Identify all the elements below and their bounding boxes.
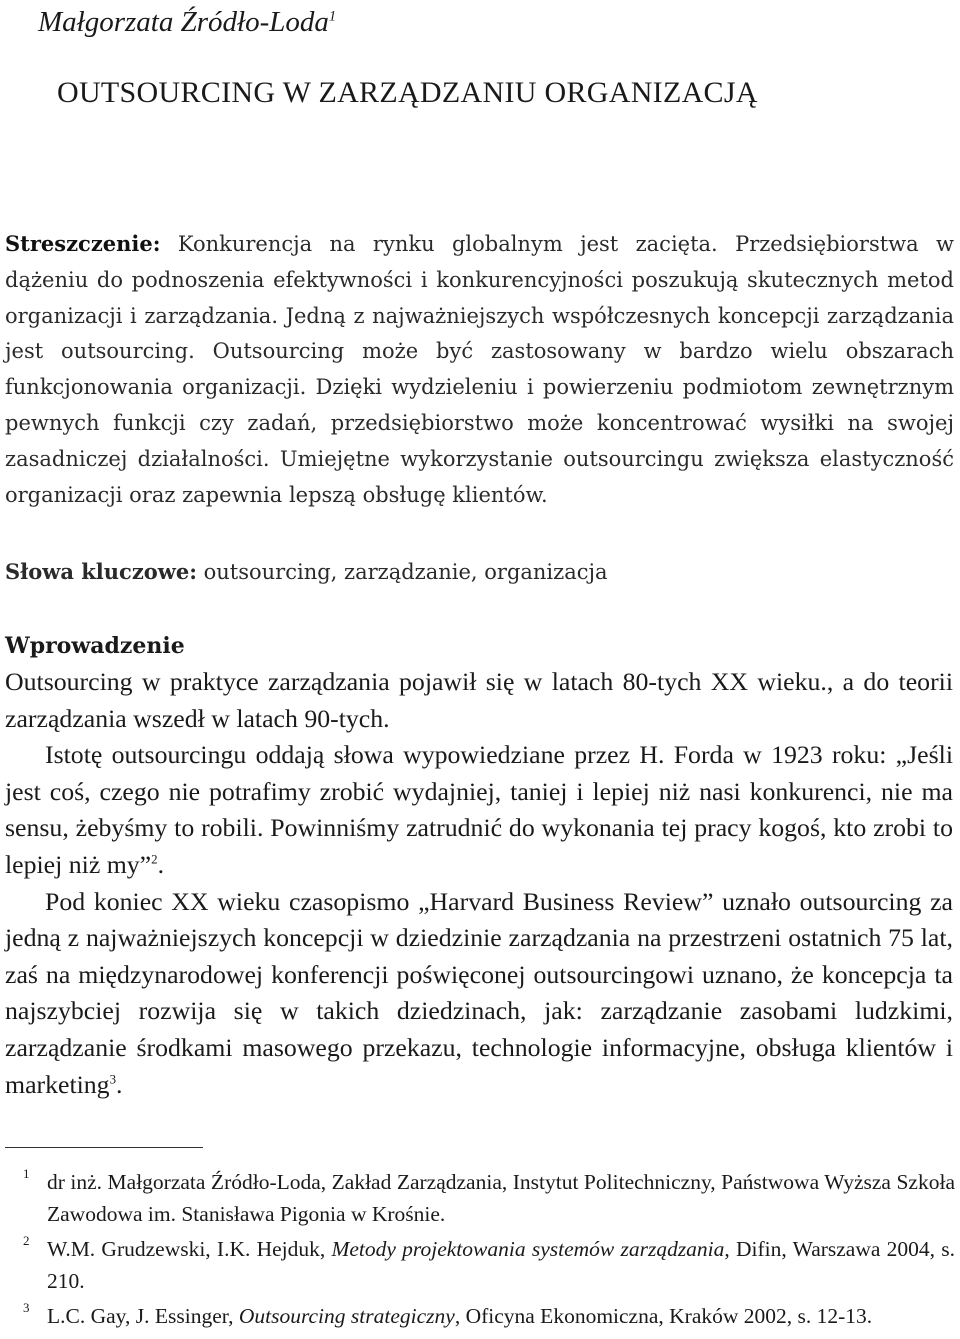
footnote-separator: [5, 1147, 203, 1148]
footnote-number: 3: [23, 1300, 30, 1315]
keywords: [5, 554, 954, 590]
abstract-label: Streszczenie:: [5, 231, 161, 256]
footnote-number: 1: [23, 1166, 30, 1181]
footnote-3: 3 L.C. Gay, J. Essinger, Outsourcing strategiczny, Oficyna Ekonomiczna, Kraków 2002, s. 12-13.: [5, 1300, 955, 1332]
footnote-1: 1 dr inż. Małgorzata Źródło-Loda, Zakład Zarządzania, Instytut Politechniczny, Państwowa Wyższa Szkoła Zawodowa im. Stanisława Pigonia w Krośnie.: [5, 1166, 955, 1230]
paragraph-3: Pod koniec XX wieku czasopismo „Harvard Business Review” uznało outsourcing za jedną z najważniejszych koncepcji w dziedzinie zarządzania na przestrzeni ostatnich 75 lat, zaś na międzynarodowej konferencji poświęconej outsourcingowi uznano, że koncepcja ta najszybciej rozwija się w takich dziedzinach, jak: zarządzanie zasobami ludzkimi, zarządzanie środkami masowego przekazu, technologie informacyjne, obsługa klientów i marketing$^3$.: [5, 886, 953, 1099]
body-text: [5, 664, 953, 1103]
keywords-text: outsourcing, zarządzanie, organizacja: [196, 560, 608, 584]
paragraph-2: Istotę outsourcingu oddają słowa wypowiedziane przez H. Forda w 1923 roku: „Jeśli jest coś, czego nie potrafimy zrobić wydajniej, taniej i lepiej niż nasi konkurenci, nie ma sensu, żebyśmy to robili. Powinniśmy zatrudnić do wykonania tej pracy kogoś, kto zrobi to lepiej niż my”$^2$.: [5, 740, 953, 879]
keywords-label: Słowa kluczowe:: [5, 559, 197, 584]
footnote-number: 2: [23, 1233, 30, 1248]
footnotes: [5, 1166, 955, 1335]
footnote-ref-2: 2: [151, 852, 158, 867]
section-heading: Wprowadzenie: [5, 633, 185, 659]
author-name: Małgorzata Źródło-Loda$^1$: [38, 6, 337, 38]
paragraph-1: Outsourcing w praktyce zarządzania pojawił się w latach 80-tych XX wieku., a do teorii zarządzania wszedł w latach 90-tych.: [5, 667, 953, 733]
author-footnote-mark: 1: [328, 8, 337, 25]
paper-title: OUTSOURCING W ZARZĄDZANIU ORGANIZACJĄ: [57, 76, 758, 109]
abstract: [5, 226, 954, 513]
footnote-ref-3: 3: [109, 1071, 117, 1086]
abstract-text: Konkurencja na rynku globalnym jest zacięta. Przedsiębiorstwa w dążeniu do podnoszenia efektywności i konkurencyjności poszukują skutecznych metod organizacji i zarządzania. Jedną z najważniejszych współczesnych koncepcji zarządzania jest outsourcing. Outsourcing może być zastosowany w bardzo wielu obszarach funkcjonowania organizacji. Dzięki wydzieleniu i powierzeniu podmiotom zewnętrznym pewnych funkcji czy zadań, przedsiębiorstwo może koncentrować wysiłki na swojej zasadniczej działalności. Umiejętne wykorzystanie outsourcingu zwiększa elastyczność organizacji oraz zapewnia lepszą obsługę klientów.: [5, 232, 954, 507]
footnote-2: 2 W.M. Grudzewski, I.K. Hejduk, Metody projektowania systemów zarządzania, Difin, Warszawa 2004, s. 210.: [5, 1233, 955, 1297]
